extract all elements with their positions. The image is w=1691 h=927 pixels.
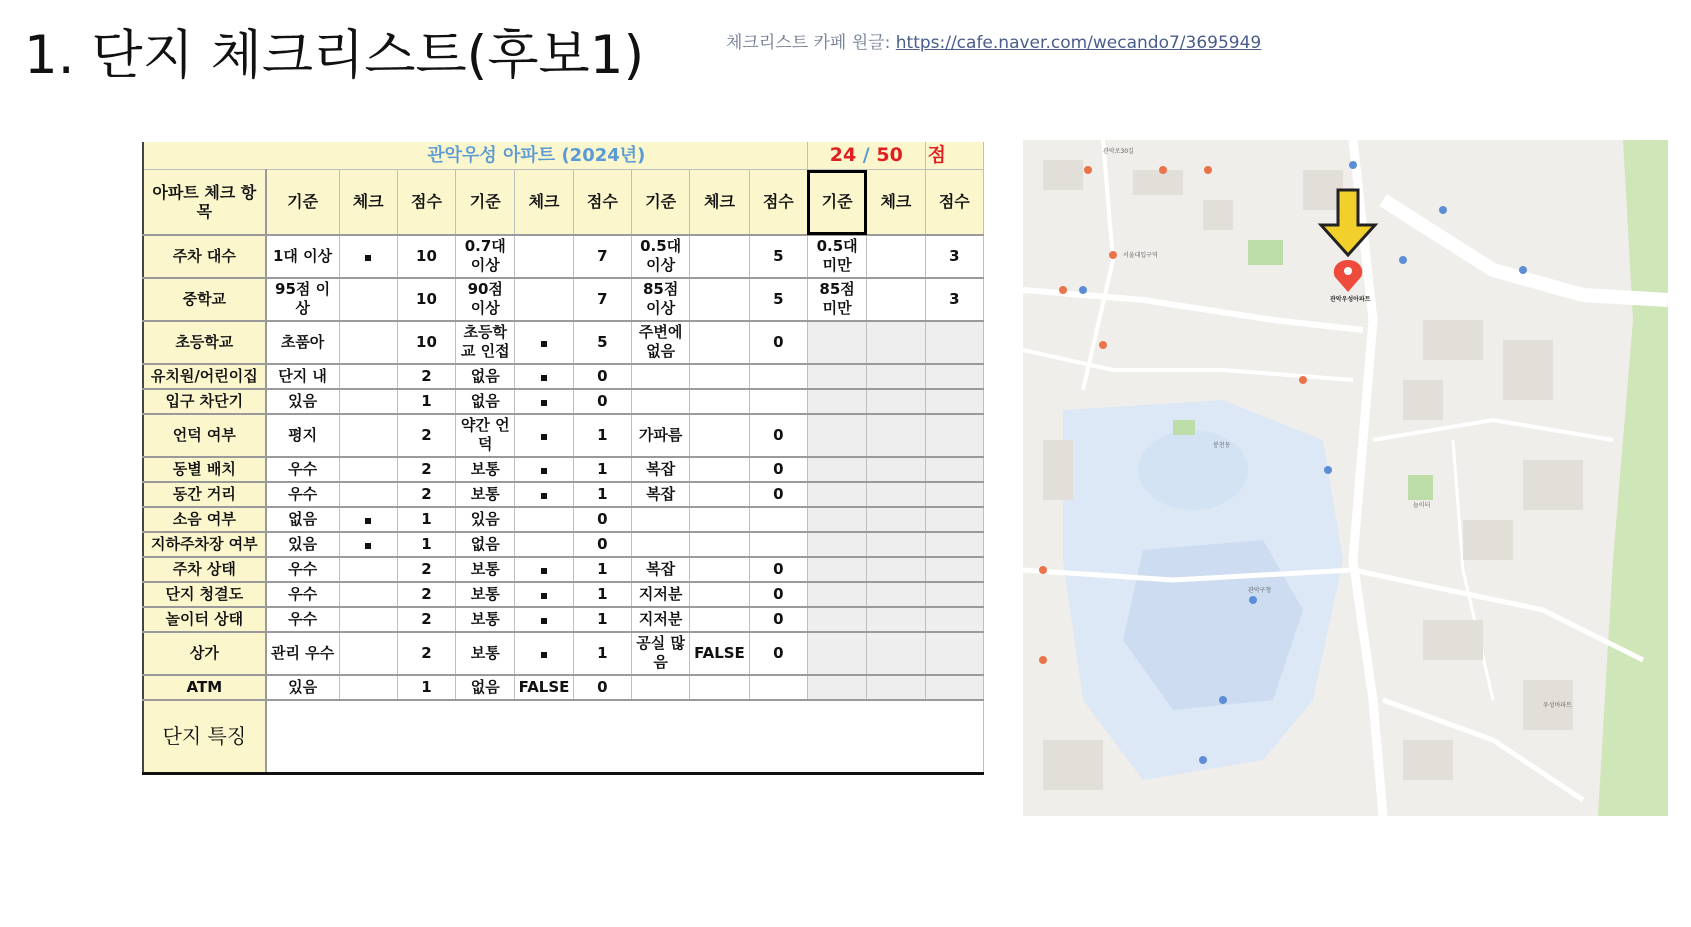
check-cell[interactable] [515, 235, 573, 278]
score-cell: 1 [573, 457, 631, 482]
title-row [143, 142, 984, 170]
criteria-cell: 없음 [456, 532, 515, 557]
row-label: ATM [143, 675, 266, 700]
score-cell [925, 675, 983, 700]
score-cell: 0 [573, 532, 631, 557]
table-row [143, 457, 984, 482]
criteria-cell: 0.7대 이상 [456, 235, 515, 278]
table-row [143, 557, 984, 582]
check-cell[interactable] [515, 414, 573, 457]
criteria-cell [807, 457, 866, 482]
check-cell[interactable] [690, 414, 749, 457]
checklist-table [142, 142, 984, 775]
check-cell[interactable] [339, 507, 397, 532]
header-cell: 체크 [867, 170, 925, 235]
criteria-cell [807, 675, 866, 700]
criteria-cell: 있음 [266, 532, 339, 557]
table-row [143, 532, 984, 557]
score-cell [925, 457, 983, 482]
score-cell [749, 507, 807, 532]
score-cell [925, 582, 983, 607]
check-cell[interactable] [867, 389, 925, 414]
check-cell[interactable] [515, 632, 573, 675]
score-cell: 2 [397, 414, 455, 457]
check-cell[interactable] [867, 321, 925, 364]
criteria-cell: 보통 [456, 457, 515, 482]
table-row [143, 364, 984, 389]
check-cell[interactable] [515, 457, 573, 482]
check-cell[interactable] [515, 321, 573, 364]
criteria-cell [807, 414, 866, 457]
criteria-cell: 없음 [456, 364, 515, 389]
criteria-cell [807, 632, 866, 675]
score-cell: 2 [397, 632, 455, 675]
score-cell: 5 [749, 235, 807, 278]
map-label: 관악로30길 [1103, 148, 1134, 155]
row-label: 입구 차단기 [143, 389, 266, 414]
feature-row [143, 700, 984, 774]
checked-mark [541, 375, 547, 381]
score-cell: 2 [397, 457, 455, 482]
checked-mark [365, 255, 371, 261]
score-cell: 10 [397, 278, 455, 321]
total-score: 24 / 50 [807, 142, 925, 170]
score-cell: 1 [573, 607, 631, 632]
check-cell[interactable] [339, 321, 397, 364]
score-cell: 0 [749, 632, 807, 675]
score-cell [925, 389, 983, 414]
score-cell: 10 [397, 235, 455, 278]
table-row [143, 632, 984, 675]
criteria-cell: 우수 [266, 582, 339, 607]
check-cell[interactable] [515, 278, 573, 321]
criteria-cell [807, 364, 866, 389]
criteria-cell [632, 532, 690, 557]
score-cell [925, 364, 983, 389]
score-cell: 1 [573, 482, 631, 507]
criteria-cell: 관리 우수 [266, 632, 339, 675]
score-cell: 2 [397, 582, 455, 607]
check-cell[interactable] [690, 457, 749, 482]
score-cell [925, 632, 983, 675]
location-map[interactable] [1023, 140, 1668, 816]
checked-mark [541, 593, 547, 599]
score-cell: 0 [573, 507, 631, 532]
row-label: 단지 청결도 [143, 582, 266, 607]
header-item: 아파트 체크 항목 [143, 170, 266, 235]
criteria-cell: 복잡 [632, 482, 690, 507]
check-cell[interactable] [515, 364, 573, 389]
score-cell: 1 [397, 389, 455, 414]
check-cell[interactable] [339, 457, 397, 482]
criteria-cell: 공실 많음 [632, 632, 690, 675]
check-cell[interactable] [690, 364, 749, 389]
row-label: 상가 [143, 632, 266, 675]
score-cell: 0 [749, 582, 807, 607]
check-cell[interactable] [339, 607, 397, 632]
score-cell: 0 [749, 414, 807, 457]
row-label: 유치원/어린이집 [143, 364, 266, 389]
criteria-cell [807, 607, 866, 632]
criteria-cell [807, 389, 866, 414]
row-label: 주차 상태 [143, 557, 266, 582]
score-cell: 2 [397, 364, 455, 389]
score-cell [925, 414, 983, 457]
checked-mark [541, 652, 547, 658]
score-cell: 0 [749, 482, 807, 507]
criteria-cell: 있음 [456, 507, 515, 532]
checked-mark [541, 468, 547, 474]
row-label: 중학교 [143, 278, 266, 321]
table-row [143, 675, 984, 700]
header-cell: 점수 [573, 170, 631, 235]
check-cell[interactable] [339, 675, 397, 700]
check-cell[interactable] [690, 235, 749, 278]
check-cell[interactable] [867, 607, 925, 632]
table-row [143, 482, 984, 507]
score-cell: 1 [573, 414, 631, 457]
check-cell[interactable] [339, 632, 397, 675]
criteria-cell [807, 321, 866, 364]
score-cell: 0 [749, 607, 807, 632]
check-cell[interactable] [515, 389, 573, 414]
check-cell[interactable] [339, 389, 397, 414]
criteria-cell: 우수 [266, 457, 339, 482]
map-label: 관악구청 [1248, 587, 1272, 594]
check-cell[interactable] [515, 507, 573, 532]
map-label: 봉천동 [1213, 442, 1231, 449]
score-cell: 1 [573, 632, 631, 675]
checked-mark [541, 618, 547, 624]
score-cell [925, 557, 983, 582]
checked-mark [541, 341, 547, 347]
table-row [143, 235, 984, 278]
row-label: 주차 대수 [143, 235, 266, 278]
check-cell[interactable] [339, 364, 397, 389]
check-cell[interactable] [867, 414, 925, 457]
source-link[interactable] [726, 28, 1261, 53]
score-cell [749, 389, 807, 414]
table-row [143, 278, 984, 321]
check-cell[interactable] [515, 532, 573, 557]
table-row [143, 414, 984, 457]
header-cell: 점수 [397, 170, 455, 235]
check-cell[interactable] [690, 507, 749, 532]
check-cell[interactable] [515, 582, 573, 607]
criteria-cell: 95점 이상 [266, 278, 339, 321]
map-canvas [1023, 140, 1668, 816]
criteria-cell: 보통 [456, 557, 515, 582]
check-cell[interactable] [339, 557, 397, 582]
check-cell[interactable] [867, 507, 925, 532]
criteria-cell: 복잡 [632, 457, 690, 482]
row-label: 초등학교 [143, 321, 266, 364]
check-cell[interactable] [690, 278, 749, 321]
score-cell [925, 321, 983, 364]
checked-mark [541, 434, 547, 440]
criteria-cell: 약간 언덕 [456, 414, 515, 457]
header-cell: 기준 [632, 170, 690, 235]
score-cell [925, 482, 983, 507]
criteria-cell: 보통 [456, 582, 515, 607]
check-cell[interactable]: FALSE [690, 632, 749, 675]
criteria-cell: 있음 [266, 389, 339, 414]
criteria-cell: 복잡 [632, 557, 690, 582]
check-cell[interactable] [867, 632, 925, 675]
check-cell[interactable] [867, 675, 925, 700]
check-cell[interactable] [690, 532, 749, 557]
check-cell[interactable] [339, 235, 397, 278]
row-label: 지하주차장 여부 [143, 532, 266, 557]
check-cell[interactable] [690, 607, 749, 632]
check-cell[interactable] [515, 482, 573, 507]
check-cell[interactable] [690, 321, 749, 364]
criteria-cell: 보통 [456, 607, 515, 632]
criteria-cell: 가파름 [632, 414, 690, 457]
map-label: 서울대입구역 [1123, 252, 1158, 259]
check-cell[interactable] [690, 675, 749, 700]
checked-mark [541, 400, 547, 406]
score-cell: 1 [397, 507, 455, 532]
criteria-cell [632, 389, 690, 414]
header-cell: 기준 [266, 170, 339, 235]
criteria-cell: 우수 [266, 557, 339, 582]
score-cell [925, 532, 983, 557]
source-url[interactable]: https://cafe.naver.com/wecando7/3695949 [895, 33, 1262, 53]
map-pin-label: 관악우성아파트 [1330, 296, 1371, 303]
check-cell[interactable] [690, 557, 749, 582]
map-label: 놀이터 [1413, 502, 1431, 509]
row-label: 소음 여부 [143, 507, 266, 532]
score-cell: 1 [573, 557, 631, 582]
check-cell[interactable] [867, 482, 925, 507]
criteria-cell: 85점 미만 [807, 278, 866, 321]
criteria-cell [807, 482, 866, 507]
table-row [143, 321, 984, 364]
check-cell[interactable] [339, 582, 397, 607]
check-cell[interactable] [867, 582, 925, 607]
feature-value[interactable] [266, 700, 984, 774]
score-cell: 3 [925, 278, 983, 321]
check-cell[interactable] [867, 557, 925, 582]
slide-title: 1. 단지 체크리스트(후보1) [24, 25, 645, 86]
check-cell[interactable] [339, 532, 397, 557]
score-cell: 1 [397, 675, 455, 700]
score-unit: 점 [925, 142, 983, 170]
header-row [143, 170, 984, 235]
checked-mark [365, 518, 371, 524]
score-cell: 1 [573, 582, 631, 607]
criteria-cell: 초품아 [266, 321, 339, 364]
score-cell: 2 [397, 557, 455, 582]
header-cell: 점수 [925, 170, 983, 235]
check-cell[interactable] [867, 457, 925, 482]
check-cell[interactable] [690, 389, 749, 414]
header-cell: 기준 [456, 170, 515, 235]
map-label: 우성아파트 [1543, 702, 1572, 709]
score-cell: 3 [925, 235, 983, 278]
table-row [143, 607, 984, 632]
check-cell[interactable] [690, 582, 749, 607]
check-cell[interactable] [867, 278, 925, 321]
checked-mark [541, 568, 547, 574]
checked-mark [541, 493, 547, 499]
score-cell: 0 [573, 389, 631, 414]
criteria-cell: 없음 [456, 389, 515, 414]
criteria-cell: 보통 [456, 482, 515, 507]
check-cell[interactable] [867, 364, 925, 389]
score-cell: 2 [397, 607, 455, 632]
score-cell: 0 [749, 457, 807, 482]
criteria-cell [807, 532, 866, 557]
criteria-cell: 0.5대 미만 [807, 235, 866, 278]
check-cell[interactable] [867, 532, 925, 557]
score-cell: 10 [397, 321, 455, 364]
criteria-cell: 지저분 [632, 582, 690, 607]
score-cell [749, 364, 807, 389]
criteria-cell: 없음 [456, 675, 515, 700]
criteria-cell: 단지 내 [266, 364, 339, 389]
score-cell: 2 [397, 482, 455, 507]
score-cell: 5 [749, 278, 807, 321]
checked-mark [365, 543, 371, 549]
criteria-cell: 보통 [456, 632, 515, 675]
criteria-cell: 우수 [266, 607, 339, 632]
score-cell: 5 [573, 321, 631, 364]
table-row [143, 389, 984, 414]
apartment-title: 관악우성 아파트 (2024년) [266, 142, 808, 170]
criteria-cell: 초등학교 인접 [456, 321, 515, 364]
row-label: 언덕 여부 [143, 414, 266, 457]
score-cell: 0 [573, 675, 631, 700]
header-cell: 기준 [807, 170, 866, 235]
criteria-cell [632, 507, 690, 532]
check-cell[interactable] [515, 557, 573, 582]
score-cell: 0 [749, 557, 807, 582]
checklist-sheet [142, 142, 984, 816]
score-cell: 7 [573, 235, 631, 278]
table-row [143, 507, 984, 532]
criteria-cell: 없음 [266, 507, 339, 532]
score-cell: 1 [397, 532, 455, 557]
header-cell: 체크 [515, 170, 573, 235]
criteria-cell: 90점 이상 [456, 278, 515, 321]
check-cell[interactable] [339, 482, 397, 507]
check-cell[interactable] [867, 235, 925, 278]
score-cell: 0 [749, 321, 807, 364]
criteria-cell [807, 557, 866, 582]
row-label: 동간 거리 [143, 482, 266, 507]
row-label: 놀이터 상태 [143, 607, 266, 632]
score-cell [749, 675, 807, 700]
criteria-cell [807, 507, 866, 532]
table-row [143, 582, 984, 607]
criteria-cell: 평지 [266, 414, 339, 457]
check-cell[interactable] [339, 278, 397, 321]
criteria-cell [632, 364, 690, 389]
criteria-cell [807, 582, 866, 607]
check-cell[interactable] [339, 414, 397, 457]
check-cell[interactable] [515, 607, 573, 632]
score-cell [925, 507, 983, 532]
criteria-cell: 주변에 없음 [632, 321, 690, 364]
check-cell[interactable] [690, 482, 749, 507]
score-cell: 7 [573, 278, 631, 321]
criteria-cell: 있음 [266, 675, 339, 700]
score-cell [925, 607, 983, 632]
header-cell: 점수 [749, 170, 807, 235]
score-cell [749, 532, 807, 557]
criteria-cell: 0.5대 이상 [632, 235, 690, 278]
criteria-cell: 85점 이상 [632, 278, 690, 321]
header-cell: 체크 [339, 170, 397, 235]
source-prefix: 체크리스트 카페 원글: [726, 33, 896, 53]
check-cell[interactable]: FALSE [515, 675, 573, 700]
criteria-cell: 지저분 [632, 607, 690, 632]
header-cell: 체크 [690, 170, 749, 235]
criteria-cell: 우수 [266, 482, 339, 507]
feature-label: 단지 특징 [143, 700, 266, 774]
criteria-cell: 1대 이상 [266, 235, 339, 278]
score-cell: 0 [573, 364, 631, 389]
criteria-cell [632, 675, 690, 700]
row-label: 동별 배치 [143, 457, 266, 482]
